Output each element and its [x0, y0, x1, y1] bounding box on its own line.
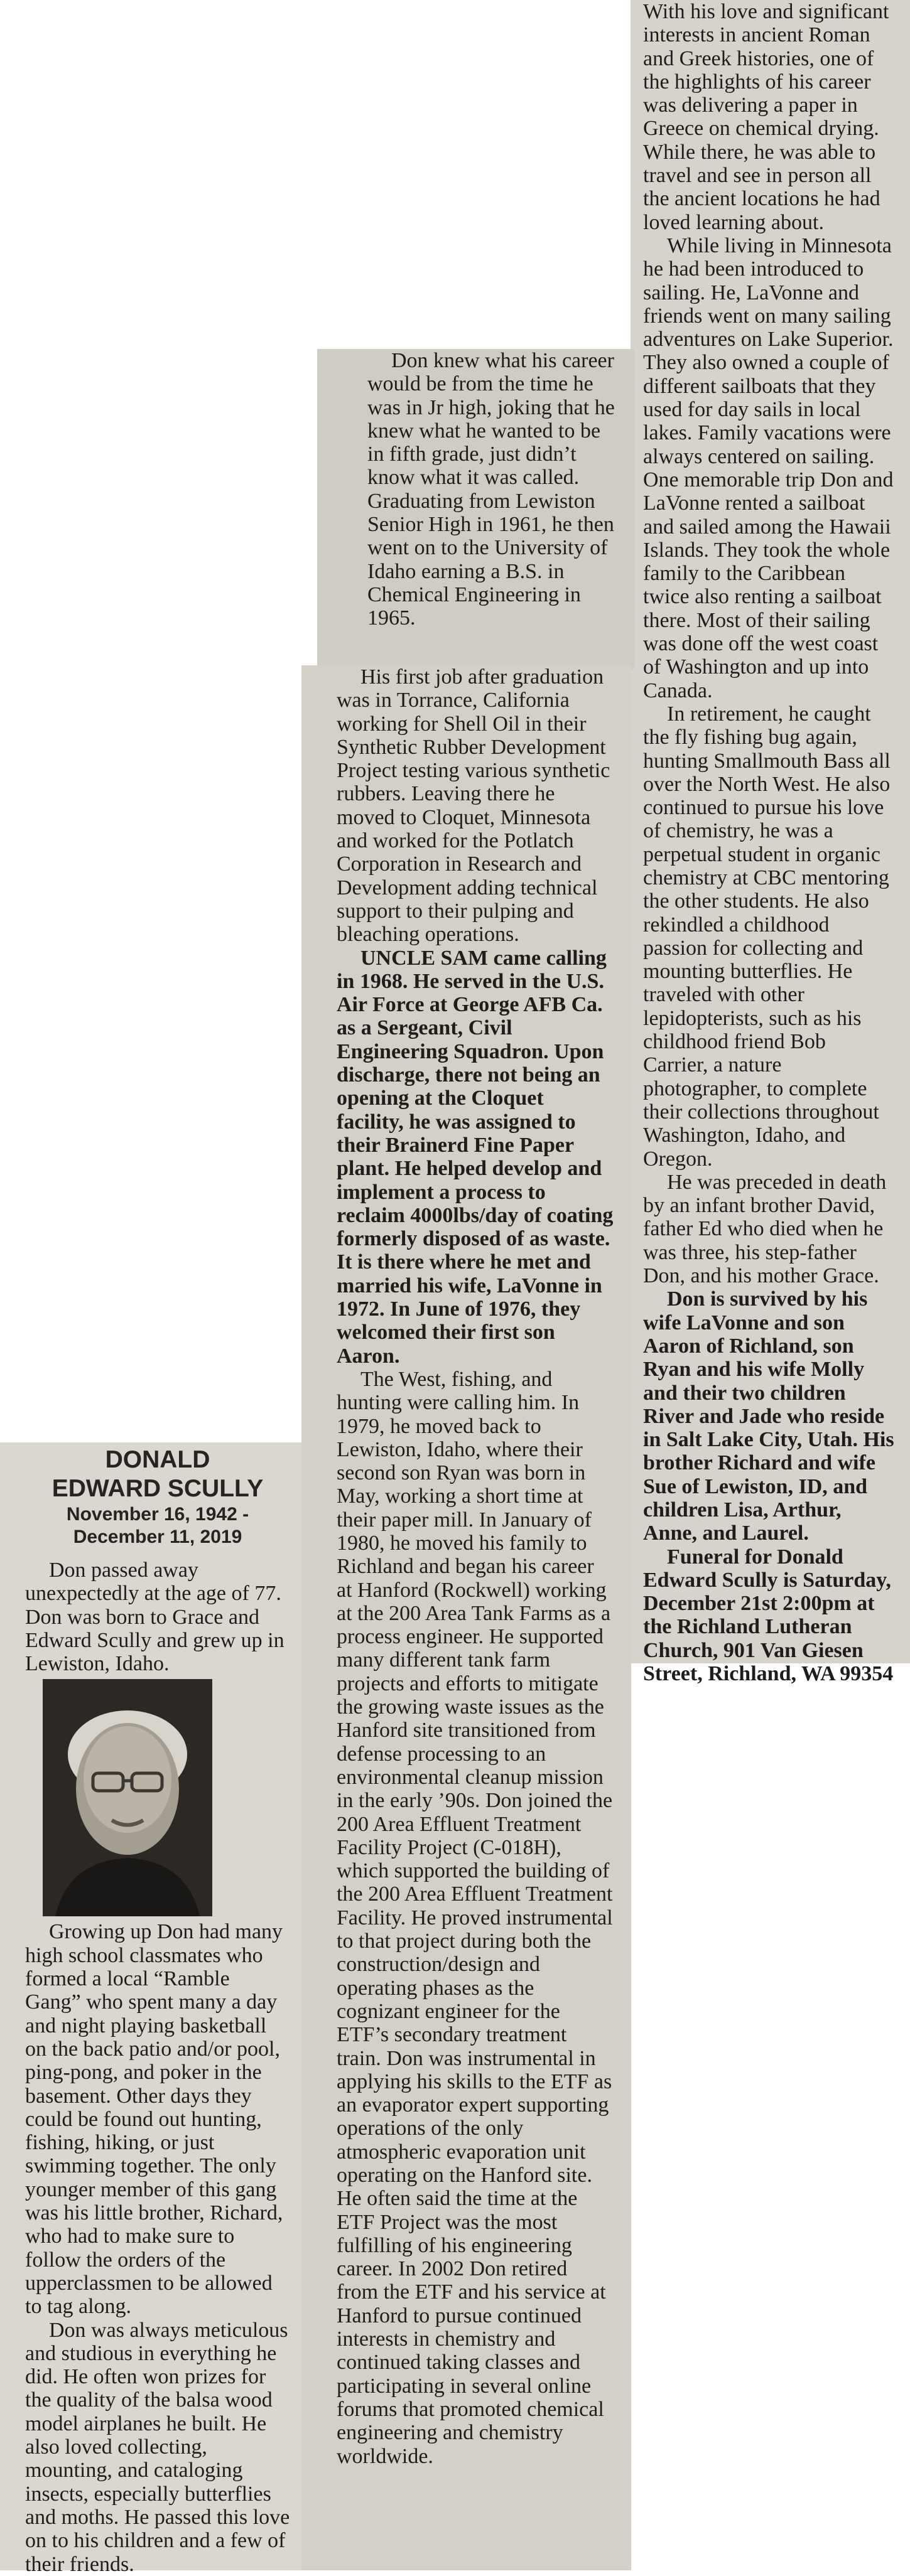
portrait-photo-icon [43, 1679, 212, 1916]
clipping-column-1 [0, 1442, 301, 2576]
name-line-2: EDWARD SCULLY [51, 1475, 264, 1502]
paragraph-air-force: UNCLE SAM came calling in 1968. He served in the U.S. Air Force at George AFB Ca. as a Sergeant, Civil Engineering Squadron. Upon discharge, there not being an opening at the Cloquet facility, he was assigned to their Brainerd Fine Paper plant. He helped develop and implement a process to reclaim 4000lbs/day of coating formerly disposed of as waste. It is there where he met and married his wife, LaVonne in 1972. In June of 1976, they welcomed their first son Aaron. [337, 946, 614, 1368]
paragraph-survived-by: Don is survived by his wife LaVonne and son Aaron of Richland, son Ryan and his wife Molly and their two children River and Jade who reside in Salt Lake City, Utah. His brother Richard and wife Sue of Lewiston, ID, and children Lisa, Arthur, Anne, and Laurel. [643, 1287, 894, 1545]
name-line-1: DONALD [105, 1446, 210, 1473]
paragraph-first-job: His first job after graduation was in Torrance, California working for Shell Oil in their Synthetic Rubber Development Project testing various synthetic rubbers. Leaving there he moved to Cloquet, Minnesota and worked for the Potlatch Corporation in Research and Development adding technical support to their pulping and bleaching operations. [337, 665, 610, 947]
birth-date: November 16, 1942 - [66, 1504, 249, 1525]
paragraph-funeral-details: Funeral for Donald Edward Scully is Saturday, December 21st 2:00pm at the Richland Lutheran Church, 901 Van Giesen Street, Richland, WA 99354 [643, 1545, 894, 1686]
paragraph-hanford-career: The West, fishing, and hunting were calling him. In 1979, he moved back to Lewiston, Idaho, where their second son Ryan was born in May, working a short time at their paper mill. In January of 1980, he moved his family to Richland and began his career at Hanford (Rockwell) working at the 200 Area Tank Farms as a process engineer. He supported many different tank farm projects and efforts to mitigate the growing waste issues as the Hanford site transitioned from defense processing to an environmental cleanup mission in the early ’90s. Don joined the 200 Area Effluent Treatment Facility Project (C-018H), which supported the building of the 200 Area Effluent Treatment Facility. He proved instrumental to that project during both the construction/design and operating phases as the cognizant engineer for the ETF’s secondary treatment train. Don was instrumental in applying his skills to the ETF as an evaporator expert supporting operations of the only atmospheric evaporation unit operating on the Hanford site. He often said the time at the ETF Project was the most fulfilling of his engineering career. In 2002 Don retired from the ETF and his service at Hanford to pursue continued interests in chemistry and continued taking classes and participating in several online forums that promoted chemical engineering and chemistry worldwide. [337, 1367, 613, 2468]
paragraph-career-choice: Don knew what his career would be from the time he was in Jr high, joking that he knew what he wanted to be in fifth grade, just didn’t know what it was called. Graduating from Lewiston Senior High in 1961, he then went on to the University of Idaho earning a B.S. in Chemical Engineering in 1965. [367, 349, 615, 630]
death-date: December 11, 2019 [73, 1527, 242, 1547]
paragraph-roman-greek-history: With his love and significant interests in ancient Roman and Greek histories, one of the highlights of his career was delivering a paper in Greece on chemical drying. While there, he was able to travel and see in person all the ancient locations he had loved learning about. [643, 0, 889, 234]
clipping-column-3 [631, 0, 910, 1686]
paragraph-retirement: In retirement, he caught the fly fishing bug again, hunting Smallmouth Bass all over the North West. He also continued to pursue his love of chemistry, he was a perpetual student in organic chemistry at CBC mentoring the other students. He also rekindled a childhood passion for collecting and mounting butterflies. He traveled with other lepidopterists, such as his childhood friend Bob Carrier, a nature photographer, to complete their collections throughout Washington, Idaho, and Oregon. [643, 702, 891, 1171]
paragraph-passed-away: Don passed away unexpectedly at the age of 77. Don was born to Grace and Edward Scully and grew up in Lewiston, Idaho. [25, 1559, 284, 1676]
obituary-header [25, 1446, 290, 1548]
paragraph-preceded-in-death: He was preceded in death by an infant brother David, father Ed who died when he was three, his step-father Don, and his mother Grace. [643, 1170, 887, 1288]
paragraph-growing-up: Growing up Don had many high school classmates who formed a local “Ramble Gang” who spent many a day and night playing basketball on the back patio and/or pool, ping-pong, and poker in the basement. Other days they could be found out hunting, fishing, hiking, or just swimming together. The only younger member of this gang was his little brother, Richard, who had to make sure to follow the orders of the upperclassmen to be allowed to tag along. [25, 1920, 283, 2319]
paragraph-meticulous: Don was always meticulous and studious in everything he did. He often won prizes for the quality of the balsa wood model airplanes he built. He also loved collecting, mounting, and cataloging insects, especially butterflies and moths. He passed this love on to his children and a few of their friends. [25, 2318, 290, 2576]
clipping-column-2 [301, 665, 631, 2570]
clipping-column-2-top [317, 349, 634, 669]
paragraph-sailing: While living in Minnesota he had been introduced to sailing. He, LaVonne and friends went on many sailing adventures on Lake Superior. They also owned a couple of different sailboats that they used for day sails in local lakes. Family vacations were always centered on sailing. One memorable trip Don and LaVonne rented a sailboat and sailed among the Hawaii Islands. They took the whole family to the Caribbean twice also renting a sailboat there. Most of their sailing was done off the west coast of Washington and up into Canada. [643, 233, 894, 702]
portrait-photo [43, 1679, 212, 1916]
